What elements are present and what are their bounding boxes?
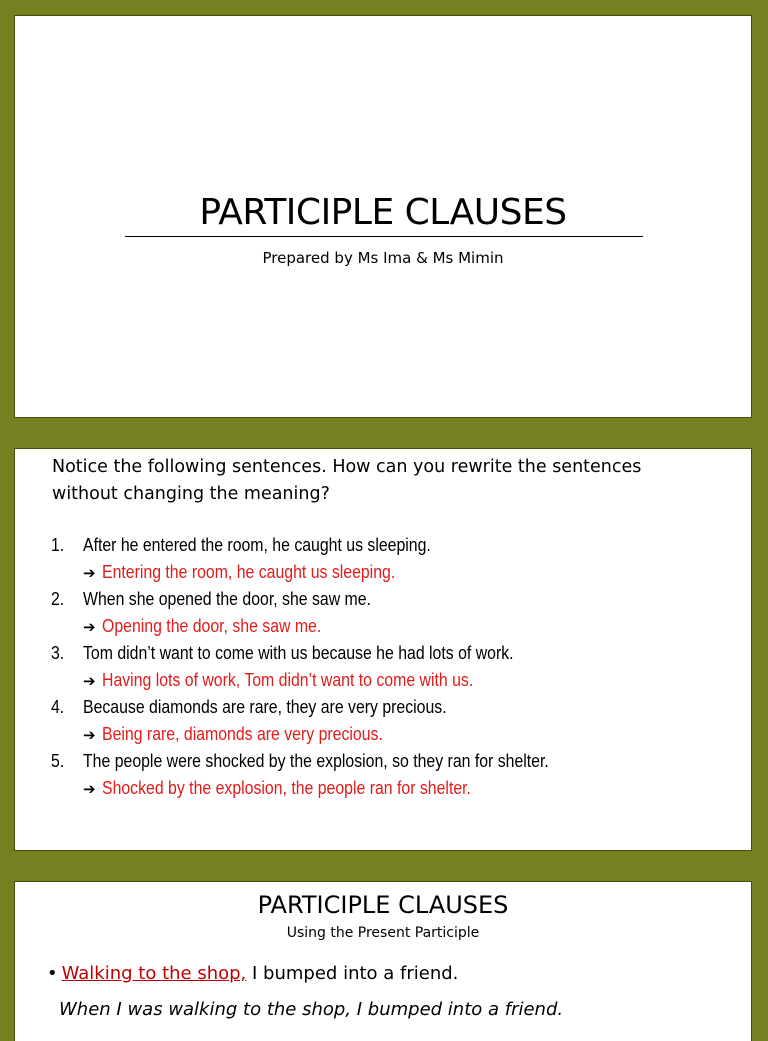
slide-title-heading: PARTICIPLE CLAUSES (199, 192, 567, 233)
title-underline-rule (125, 236, 643, 237)
slide-title (14, 15, 752, 418)
item-answer: Opening the door, she saw me. (101, 616, 321, 636)
item-number: 2. (51, 589, 65, 609)
slide-heading: PARTICIPLE CLAUSES (257, 891, 509, 919)
item-number: 3. (51, 643, 65, 663)
item-answer-row (83, 616, 351, 637)
main-clause: I bumped into a friend. (246, 963, 459, 984)
item-answer-row (83, 724, 421, 745)
right-arrow-icon: ➔ (83, 564, 96, 582)
item-sentence: When she opened the door, she saw me. (83, 589, 371, 609)
right-arrow-icon: ➔ (83, 618, 96, 636)
item-sentence: The people were shocked by the explosion, so they ran for shelter. (83, 751, 549, 771)
item-answer-row (83, 562, 435, 583)
item-sentence: Because diamonds are rare, they are very precious. (83, 697, 447, 717)
item-sentence: Tom didn’t want to come with us because he had lots of work. (83, 643, 514, 663)
list-item (15, 693, 751, 747)
list-item (15, 531, 751, 585)
item-number: 5. (51, 751, 65, 771)
right-arrow-icon: ➔ (83, 780, 96, 798)
item-number: 4. (51, 697, 65, 717)
item-answer: Shocked by the explosion, the people ran for shelter. (101, 778, 471, 798)
item-sentence: After he entered the room, he caught us sleeping. (83, 535, 431, 555)
list-item (15, 639, 751, 693)
item-answer: Entering the room, he caught us sleeping. (101, 562, 395, 582)
item-answer-row (83, 670, 523, 691)
intro-line-2: without changing the meaning? (52, 484, 330, 504)
intro-line-1: Notice the following sentences. How can you rewrite the sentences (52, 457, 642, 477)
bullet-icon: • (47, 963, 58, 984)
examples-intro (52, 454, 742, 508)
participle-phrase: Walking to the shop, (61, 963, 247, 984)
right-arrow-icon: ➔ (83, 726, 96, 744)
slide-subheading: Using the Present Participle (286, 925, 480, 941)
slide-subtitle: Prepared by Ms Ima & Ms Mimin (262, 249, 504, 267)
list-item (15, 585, 751, 639)
item-number: 1. (51, 535, 65, 555)
item-answer-row (83, 778, 521, 799)
item-answer: Having lots of work, Tom didn’t want to come with us. (101, 670, 473, 690)
right-arrow-icon: ➔ (83, 672, 96, 690)
slide-examples (14, 448, 752, 851)
equivalent-sentence: When I was walking to the shop, I bumped into a friend. (59, 999, 564, 1020)
list-item (15, 747, 751, 801)
slide-present-participle (14, 881, 752, 1041)
example-bullet (47, 963, 458, 984)
examples-list (15, 531, 751, 801)
item-answer: Being rare, diamonds are very precious. (101, 724, 383, 744)
